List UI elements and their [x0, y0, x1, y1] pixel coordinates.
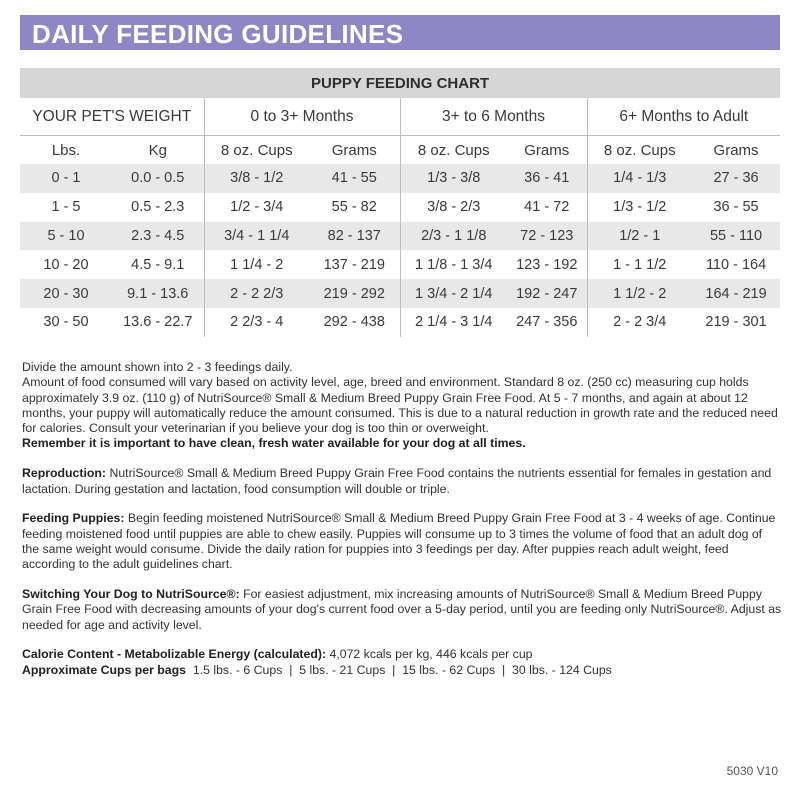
table-cell: 110 - 164: [705, 256, 767, 273]
column-header-kg: Kg: [148, 141, 167, 159]
age-group-header-row: [20, 98, 780, 136]
table-row: [20, 250, 780, 279]
table-cell: 2 1/4 - 3 1/4: [400, 308, 507, 337]
reproduction-label: Reproduction:: [22, 466, 107, 481]
table-cell: 292 - 438: [323, 314, 385, 331]
table-row: [20, 308, 780, 337]
calorie-content: [22, 647, 782, 662]
table-cell: 5 - 10: [20, 222, 112, 251]
table-cell: 1 3/4 - 2 1/4: [400, 279, 507, 308]
table-cell: 3/8 - 1/2: [204, 164, 309, 193]
table-cell: 123 - 192: [516, 256, 578, 273]
feeding-puppies-section: [22, 511, 782, 572]
feeding-notes: [22, 360, 782, 678]
table-cell: 1/2 - 1: [587, 222, 692, 251]
version-code: 5030 V10: [726, 764, 778, 778]
unit-header-row: [20, 136, 780, 165]
table-cell: 2/3 - 1 1/8: [400, 222, 507, 251]
water-reminder: [22, 436, 782, 451]
column-header-cups: 8 oz. Cups: [204, 136, 309, 165]
feeding-puppies-text: Begin feeding moistened NutriSource® Small & Medium Breed Puppy Grain Free Food at 3 - 4 weeks of age. Continue feeding moistened food until puppies are able to chew easily. Puppies will consume up to 3 times the volume of food that an adult dog of the same weight would consume. Divide the daily ration for puppies into 3 feedings per day. After puppies reach adult weight, feed according to the adult guidelines chart.: [22, 511, 776, 572]
table-cell: 72 - 123: [507, 222, 587, 251]
column-header-lbs: Lbs.: [51, 141, 81, 159]
table-cell: 247 - 356: [516, 314, 578, 331]
column-header-cups: 8 oz. Cups: [400, 136, 507, 165]
switching-section: [22, 587, 782, 633]
table-cell: 2 - 2 3/4: [587, 308, 692, 337]
table-cell: 2 2/3 - 4: [204, 308, 309, 337]
feeding-frequency-note: Divide the amount shown into 2 - 3 feedings daily.: [22, 360, 293, 374]
table-cell: 1/4 - 1/3: [587, 164, 692, 193]
table-cell: 2.3 - 4.5: [112, 222, 204, 251]
column-header-grams: Grams: [524, 141, 570, 159]
table-cell: 1/2 - 3/4: [204, 193, 309, 222]
table-cell: 9.1 - 13.6: [112, 279, 204, 308]
table-row: [20, 222, 780, 251]
table-cell: 10 - 20: [43, 256, 89, 273]
table-cell: 0 - 1: [20, 164, 112, 193]
table-cell: 36 - 55: [713, 199, 759, 216]
table-cell: 41 - 55: [309, 164, 400, 193]
column-header-grams: Grams: [331, 141, 377, 159]
puppy-feeding-chart: [20, 68, 780, 337]
reproduction-section: [22, 466, 782, 497]
table-cell: 41 - 72: [524, 199, 570, 216]
calorie-label: Calorie Content - Metabolizable Energy (calculated):: [22, 647, 327, 662]
table-cell: 82 - 137: [309, 222, 400, 251]
table-title: PUPPY FEEDING CHART: [20, 68, 780, 98]
consumption-note: Amount of food consumed will vary based on activity level, age, breed and environment. Standard 8 oz. (250 cc) measuring cup holds approximately 3.9 oz. (110 g) of NutriSource® Small & Medium Breed Puppy Grain Free Food. At 5 - 7 months, and again at about 12 months, your puppy will automatically reduce the amount consumed. This is due to a natural reduction in growth rate and the reduced need for calories. Consult your veterinarian if you believe your dog is too thin or overweight.: [22, 375, 778, 436]
table-cell: 27 - 36: [692, 164, 780, 193]
reproduction-text: NutriSource® Small & Medium Breed Puppy Grain Free Food contains the nutrients essential for females in gestation and lactation. During gestation and lactation, food consumption will double or triple.: [22, 466, 772, 496]
table-body: [20, 164, 780, 337]
table-cell: 36 - 41: [507, 164, 587, 193]
table-cell: 1 1/4 - 2: [204, 250, 309, 279]
table-cell: 13.6 - 22.7: [123, 314, 193, 331]
weight-header: YOUR PET'S WEIGHT: [20, 98, 204, 136]
table-cell: 1/3 - 3/8: [400, 164, 507, 193]
calorie-text: 4,072 kcals per kg, 446 kcals per cup: [326, 647, 533, 662]
table-cell: 219 - 292: [309, 279, 400, 308]
table-cell: 30 - 50: [43, 314, 89, 331]
table-cell: 3/8 - 2/3: [400, 193, 507, 222]
table-cell: 1 - 5: [51, 199, 81, 216]
switching-text: For easiest adjustment, mix increasing amounts of NutriSource® Small & Medium Breed Puppy Grain Free Food with decreasing amounts of your dog's current food over a 5-day period, until you are feeding only NutriSource®. Adjust as needed for age and activity level.: [22, 587, 782, 632]
cups-per-bag: [22, 663, 782, 678]
cups-per-bag-text: 1.5 lbs. - 6 Cups | 5 lbs. - 21 Cups | 15 lbs. - 62 Cups | 30 lbs. - 124 Cups: [186, 662, 612, 677]
cups-per-bag-label: Approximate Cups per bags: [22, 662, 186, 677]
column-header-grams: Grams: [713, 141, 759, 159]
table-row: [20, 279, 780, 308]
table-cell: 219 - 301: [705, 314, 767, 331]
table-cell: 137 - 219: [323, 256, 385, 273]
switching-label: Switching Your Dog to NutriSource®:: [22, 587, 240, 602]
age-group-header: 3+ to 6 Months: [400, 98, 587, 136]
table-cell: 164 - 219: [692, 279, 780, 308]
table-cell: 4.5 - 9.1: [131, 256, 185, 273]
page-title: DAILY FEEDING GUIDELINES: [32, 19, 404, 49]
table-cell: 1 - 1 1/2: [587, 250, 692, 279]
table-cell: 0.0 - 0.5: [112, 164, 204, 193]
table-cell: 2 - 2 2/3: [204, 279, 309, 308]
table-row: [20, 193, 780, 222]
water-reminder-text: Remember it is important to have clean, fresh water available for your dog at all times.: [22, 436, 526, 451]
table-cell: 1 1/8 - 1 3/4: [400, 250, 507, 279]
table-title-row: [20, 68, 780, 98]
feeding-puppies-label: Feeding Puppies:: [22, 511, 125, 526]
age-group-header: 6+ Months to Adult: [587, 98, 780, 136]
age-group-header: 0 to 3+ Months: [204, 98, 400, 136]
table-cell: 1/3 - 1/2: [587, 193, 692, 222]
table-cell: 55 - 110: [692, 222, 780, 251]
table-cell: 3/4 - 1 1/4: [204, 222, 309, 251]
table-cell: 20 - 30: [20, 279, 112, 308]
table-row: [20, 164, 780, 193]
header-banner: [20, 15, 780, 50]
column-header-cups: 8 oz. Cups: [587, 136, 692, 165]
table-cell: 192 - 247: [507, 279, 587, 308]
table-cell: 1 1/2 - 2: [587, 279, 692, 308]
table-cell: 55 - 82: [331, 199, 377, 216]
table-cell: 0.5 - 2.3: [131, 199, 185, 216]
